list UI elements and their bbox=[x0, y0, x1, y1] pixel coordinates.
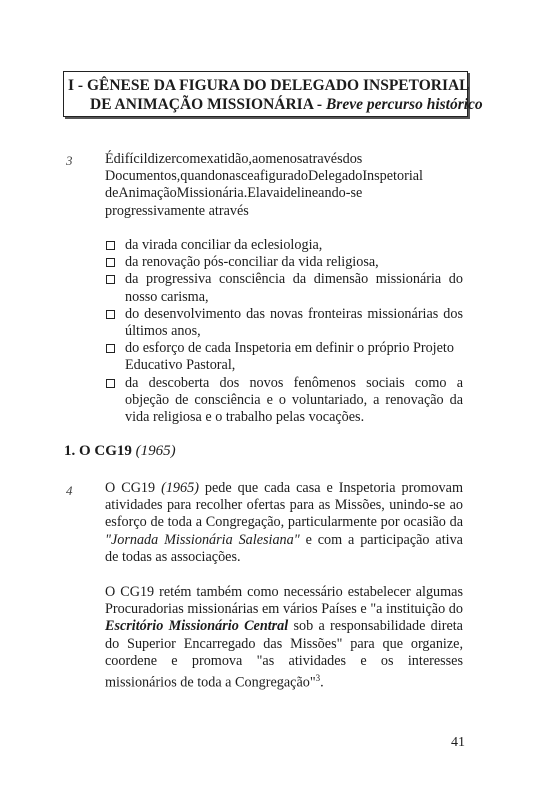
word: ao bbox=[251, 151, 266, 167]
word: Documentos, bbox=[105, 168, 181, 185]
paragraph-3-line bbox=[105, 185, 463, 202]
chapter-title-box bbox=[63, 71, 483, 117]
word: com bbox=[175, 151, 201, 167]
checkbox-bullet-icon bbox=[106, 379, 115, 388]
bullet-text: da progressiva consciência da dimensão missionária do nosso carisma, bbox=[125, 271, 463, 305]
word: através bbox=[302, 151, 343, 167]
word: menos bbox=[265, 151, 303, 167]
checkbox-bullet-icon bbox=[106, 258, 115, 267]
word: figura bbox=[259, 168, 294, 185]
paragraph-3 bbox=[105, 151, 463, 220]
bullet-item bbox=[105, 271, 463, 305]
word: dos bbox=[342, 151, 363, 167]
bullet-item bbox=[105, 306, 463, 340]
chapter-title-main: DE ANIMAÇÃO MISSIONÁRIA - bbox=[90, 96, 326, 113]
p4a-part: pede que cada casa e Inspetoria promovam atividades para recolher ofertas para as Missões, unindo-se ao esforço de toda a Congregação, particularmente por ocasião da bbox=[105, 480, 463, 531]
bullet-list bbox=[105, 237, 463, 426]
p4a-part: O CG19 bbox=[105, 480, 162, 496]
word: de bbox=[105, 185, 119, 202]
bullet-text: da descoberta dos novos fenômenos sociais como a objeção de consciência e o voluntariado, a renovação da vida religiosa e o trabalho pelas vocações. bbox=[125, 374, 463, 426]
bullet-item bbox=[105, 375, 463, 427]
word: difícil bbox=[113, 151, 148, 167]
paragraph-4b bbox=[105, 584, 463, 692]
checkbox-bullet-icon bbox=[106, 310, 115, 319]
paragraph-3-line bbox=[105, 168, 463, 185]
word: vai bbox=[266, 185, 284, 202]
word: a bbox=[253, 168, 260, 185]
p4b-escritorio: Escritório Missionário Central bbox=[105, 618, 289, 635]
footnote-ref: 3 bbox=[315, 673, 321, 684]
section-heading bbox=[64, 443, 176, 460]
section-year: (1965) bbox=[135, 443, 176, 459]
word: Inspetorial bbox=[362, 168, 423, 185]
bullet-item bbox=[105, 340, 463, 374]
chapter-title-line-2 bbox=[68, 95, 483, 114]
p4a-jornada: "Jornada Missionária Salesiana" bbox=[105, 531, 300, 548]
word: Ela bbox=[247, 185, 267, 202]
paragraph-4a bbox=[105, 480, 463, 566]
word: dizer bbox=[147, 151, 176, 167]
checkbox-bullet-icon bbox=[106, 344, 115, 353]
bullet-text: da renovação pós-conciliar da vida religiosa, bbox=[125, 254, 379, 271]
section-title: 1. O CG19 bbox=[64, 443, 136, 459]
p4a-part: e com a participação ativa de todas as associações. bbox=[105, 531, 463, 565]
chapter-subtitle: Breve percurso histórico bbox=[325, 96, 483, 113]
paragraph-3-line: progressivamente através bbox=[105, 202, 249, 219]
p4b-part: O CG19 retém também como necessário estabelecer algumas Procuradorias missionárias em vários Países e "a instituição do bbox=[105, 584, 463, 618]
word: do bbox=[293, 168, 308, 185]
word: Delegado bbox=[307, 168, 363, 185]
word: Animação bbox=[118, 185, 177, 202]
p4a-year: (1965) bbox=[161, 480, 199, 496]
chapter-title-line-1: I - GÊNESE DA FIGURA DO DELEGADO INSPETORIAL bbox=[68, 77, 470, 94]
page-number: 41 bbox=[451, 735, 465, 750]
word: exatidão, bbox=[200, 151, 252, 167]
word: delineando-se bbox=[283, 185, 363, 202]
checkbox-bullet-icon bbox=[106, 241, 115, 250]
checkbox-bullet-icon bbox=[106, 275, 115, 284]
paragraph-number-3: 3 bbox=[66, 153, 73, 168]
bullet-item bbox=[105, 254, 463, 271]
word: É bbox=[105, 151, 114, 167]
word: nasce bbox=[222, 168, 254, 185]
paragraph-number-4: 4 bbox=[66, 483, 73, 498]
word: Missionária. bbox=[176, 185, 248, 202]
bullet-text: do desenvolvimento das novas fronteiras missionárias dos últimos anos, bbox=[125, 305, 463, 340]
p4b-part: . bbox=[320, 674, 324, 691]
word: quando bbox=[180, 168, 223, 185]
bullet-item bbox=[105, 237, 463, 254]
p4b-part: sob a responsabilidade direta do Superior Encarregado das Missões" para que organize, coordene e promova "as atividades e os interesses missionários de toda a Congregação" bbox=[105, 618, 463, 691]
bullet-text: do esforço de cada Inspetoria em definir o próprio Projeto Educativo Pastoral, bbox=[125, 340, 454, 374]
bullet-text: da virada conciliar da eclesiologia, bbox=[125, 237, 323, 253]
paragraph-3-line bbox=[105, 151, 463, 168]
